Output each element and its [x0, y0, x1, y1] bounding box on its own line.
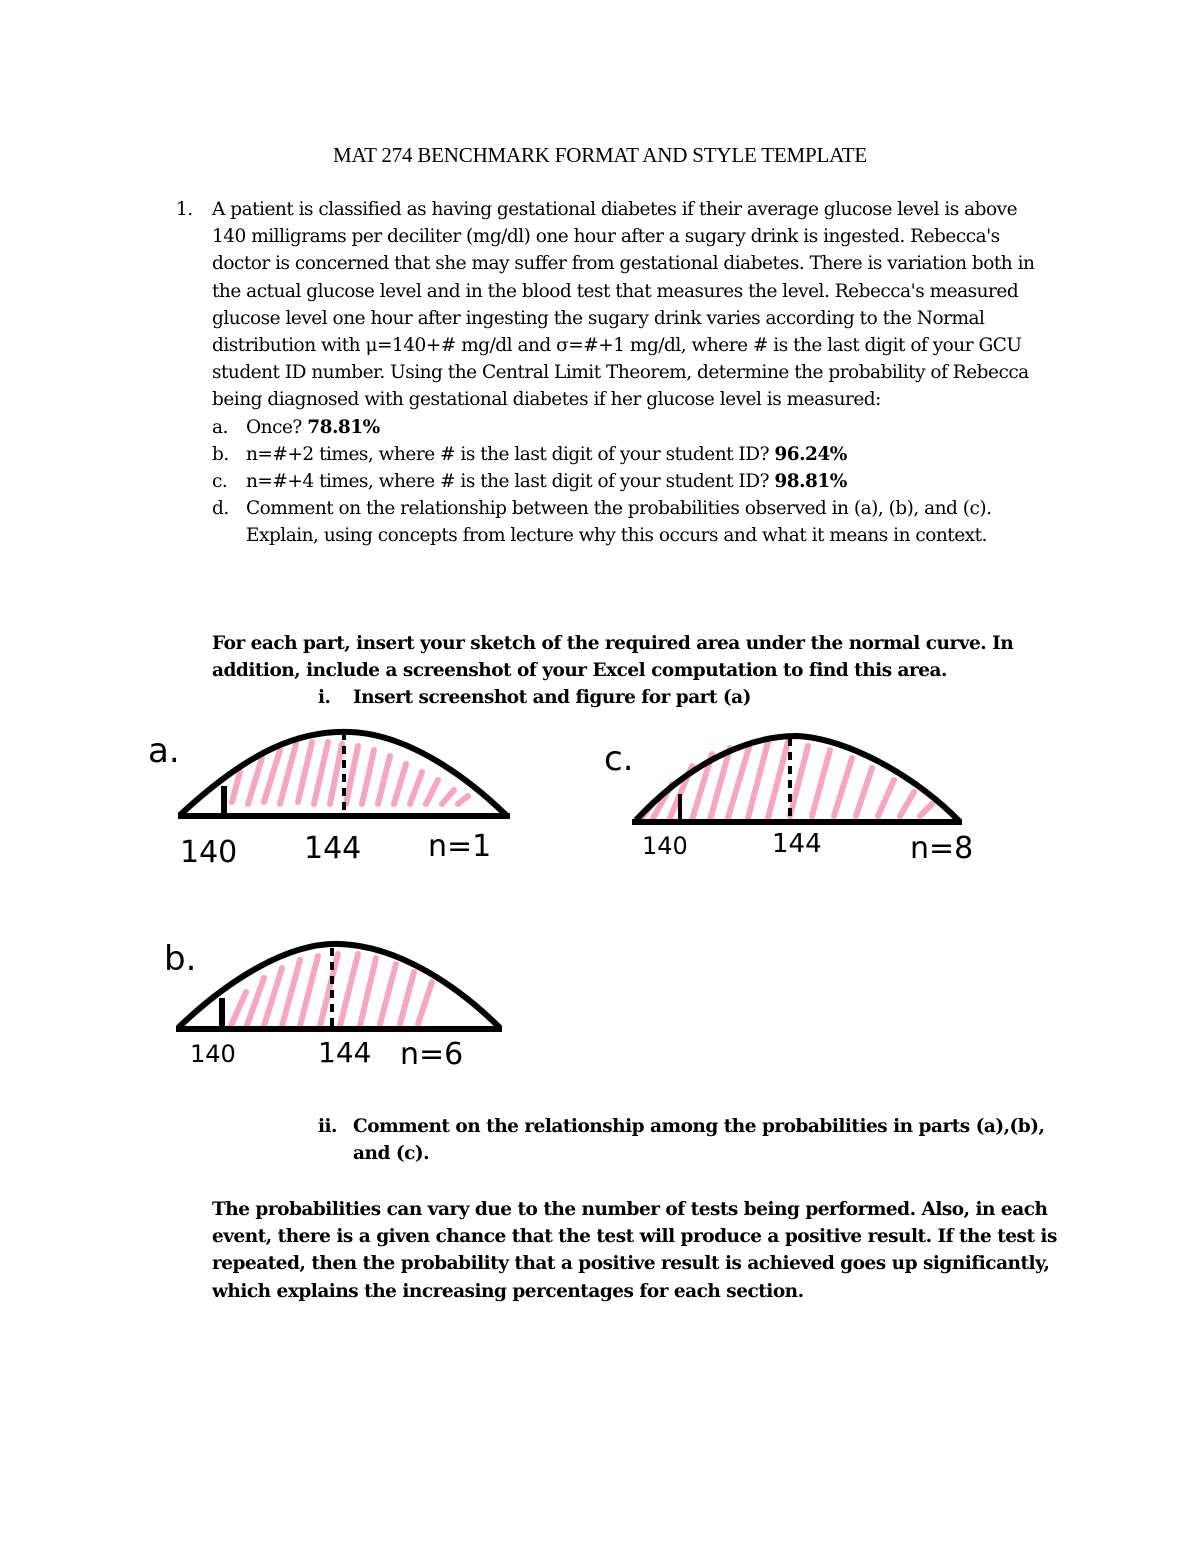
final-answer: The probabilities can vary due to the number of tests being performed. Also, in each event, there is a given chance that the test will produce a positive result. If the test is repeated, then the probability that a positive result is achieved goes up significantly, which explains the increasing percentages for each section.	[212, 1199, 1057, 1302]
sketch-c	[600, 722, 1000, 872]
item-text: Comment on the relationship among the probabilities in parts (a),(b), and (c).	[353, 1116, 1045, 1165]
tick-144: 144	[772, 829, 822, 859]
subpart-letter: a.	[212, 416, 228, 438]
item-numeral: ii.	[318, 1116, 337, 1137]
subpart-letter: b.	[212, 443, 229, 465]
page-title: MAT 274 BENCHMARK FORMAT AND STYLE TEMPLATE	[333, 143, 867, 167]
question-number: 1.	[176, 199, 193, 220]
tick-140: 140	[190, 1040, 236, 1068]
n-label: n=1	[428, 829, 492, 864]
sketch-label: a.	[148, 731, 180, 771]
subpart-text: Once?	[246, 416, 308, 438]
subpart-c	[212, 468, 1056, 495]
subpart-d	[212, 495, 1056, 549]
question-text: A patient is classified as having gestational diabetes if their average glucose level is above 140 milligrams per deciliter (mg/dl) one hour after a sugary drink is ingested. Rebecca's doctor is concerned that she may suffer from gestational diabetes. There is variation both in the actual glucose level and in the blood test that measures the level. Rebecca's measured glucose level one hour after ingesting the sugary drink varies according to the Normal distribution with μ=140+# mg/dl and σ=#+1 mg/dl, where # is the last digit of your GCU student ID number. Using the Central Limit Theorem, determine the probability of Rebecca being diagnosed with gestational diabetes if her glucose level is measured:	[212, 199, 1035, 411]
tick-140: 140	[642, 832, 688, 860]
n-label: n=8	[910, 831, 974, 866]
subpart-b	[212, 441, 1056, 468]
question-subparts	[212, 414, 1056, 550]
subpart-a	[212, 414, 1056, 441]
sketch-a	[140, 720, 520, 880]
item-numeral: i.	[318, 687, 331, 708]
tick-140: 140	[180, 835, 238, 870]
sketch-label: b.	[164, 939, 197, 979]
tick-144: 144	[304, 831, 362, 866]
subpart-answer: 96.24%	[774, 443, 847, 465]
item-ii	[318, 1113, 1058, 1167]
question-1	[176, 196, 1056, 550]
subpart-letter: c.	[212, 471, 228, 493]
instructions: For each part, insert your sketch of the required area under the normal curve. In addition, include a screenshot of your Excel computation to find this area.	[212, 633, 1014, 682]
subpart-answer: 98.81%	[774, 471, 847, 493]
item-text: Insert screenshot and figure for part (a)	[353, 687, 751, 708]
sketch-b	[150, 928, 530, 1078]
subpart-text: n=#+4 times, where # is the last digit of your student ID?	[246, 471, 775, 493]
n-label: n=6	[400, 1037, 464, 1072]
sketch-label: c.	[604, 739, 634, 779]
subpart-answer: 78.81%	[307, 416, 380, 438]
subpart-text: n=#+2 times, where # is the last digit of your student ID?	[246, 443, 775, 465]
subpart-letter: d.	[212, 498, 229, 520]
item-i	[318, 684, 1058, 711]
subpart-text: Comment on the relationship between the probabilities observed in (a), (b), and (c). Explain, using concepts from lecture why this occurs and what it means in context.	[246, 498, 992, 547]
tick-144: 144	[318, 1036, 372, 1069]
